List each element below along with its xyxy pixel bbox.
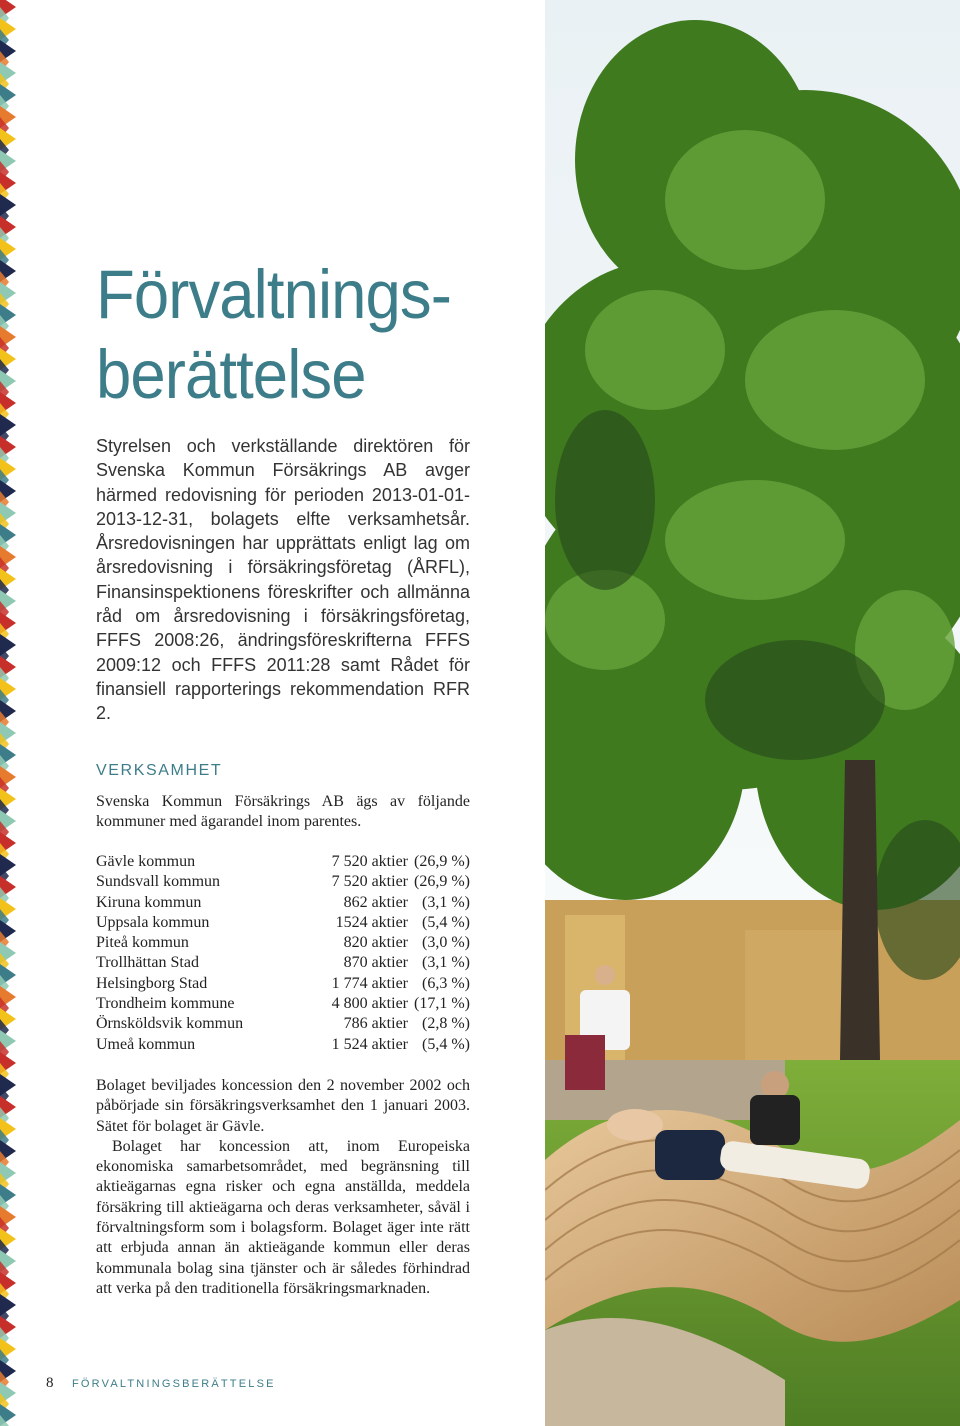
owner-shares: 870 aktier	[343, 954, 408, 972]
owner-name: Uppsala kommun	[96, 913, 210, 931]
owner-shares: 4 800 aktier	[331, 995, 408, 1013]
intro-paragraph: Styrelsen och verkställande direktören för Svenska Kommun Försäkrings AB avger härmed redovisning för perioden 2013-01-01-2013-12-31, bolagets elfte verksamhetsår. Årsredovisningen har upprättats enligt lag om årsredovisning i försäkringsföretag (ÅRFL), Finansinspektionens föreskrifter och allmänna råd om årsredovisning i försäkringsföretag, FFFS 2008:26, ändringsföreskrifterna FFFS 2009:12 och FFFS 2011:28 samt Rådet för finansiell rapporterings rekommendation RFR 2.	[96, 436, 470, 724]
owner-percent: (26,9 %)	[414, 873, 470, 891]
owner-name: Gävle kommun	[96, 853, 196, 870]
title-line-1: Förvaltnings-	[96, 256, 451, 333]
owner-percent: (5,4 %)	[422, 913, 470, 931]
owner-name: Piteå kommun	[96, 934, 189, 952]
owner-row	[96, 852, 470, 872]
owner-row	[96, 953, 470, 973]
page-footer	[46, 1375, 276, 1392]
owner-percent: (3,0 %)	[422, 934, 470, 952]
decorative-triangle-border	[0, 0, 18, 1426]
owner-percent: (6,3 %)	[422, 974, 470, 992]
owner-shares: 862 aktier	[343, 893, 408, 911]
owner-name: Umeå kommun	[96, 1035, 196, 1053]
owner-name: Örnsköldsvik kommun	[96, 1015, 244, 1033]
owner-row	[96, 1035, 470, 1055]
owner-name: Trondheim kommune	[96, 995, 235, 1013]
page-number: 8	[46, 1375, 54, 1391]
owner-shares: 820 aktier	[343, 934, 408, 952]
owner-name: Helsingborg Stad	[96, 974, 208, 992]
owner-shares: 1524 aktier	[335, 913, 408, 931]
owner-percent: (5,4 %)	[422, 1035, 470, 1053]
owner-percent: (3,1 %)	[422, 893, 470, 911]
owner-shares: 7 520 aktier	[331, 853, 408, 870]
body-text	[96, 1076, 470, 1299]
owner-row	[96, 872, 470, 892]
title-line-2: berättelse	[96, 336, 366, 413]
concession-paragraph: Bolaget beviljades koncession den 2 november 2002 och påbörjade sin försäkringsverksamhet den 1 januari 2003. Sätet för bolaget är Gävle.	[96, 1077, 470, 1135]
owner-row	[96, 933, 470, 953]
owner-percent: (2,8 %)	[422, 1015, 470, 1033]
owner-percent: (3,1 %)	[422, 954, 470, 972]
section-heading: VERKSAMHET	[96, 762, 223, 779]
owner-name: Trollhättan Stad	[96, 954, 199, 972]
owner-row	[96, 974, 470, 994]
owners-table	[96, 852, 470, 1055]
owner-row	[96, 913, 470, 933]
owner-shares: 1 774 aktier	[331, 974, 408, 992]
owner-row	[96, 994, 470, 1014]
owner-name: Sundsvall kommun	[96, 873, 221, 891]
license-paragraph: Bolaget har koncession att, inom Europeiska ekonomiska samarbetsområdet, med begränsning till aktieägarnas egna risker och egna anställda, meddela försäkring till aktieägarna och deras verksamheter, såväl i förvaltningsform som i bolagsform. Bolaget äger inte rätt att erbjuda annan än aktieägande kommun eller deras kommunala bolag sina tjänster och är således förhindrad att verka på den traditionella försäkringsmarknaden.	[96, 1137, 470, 1297]
owner-row	[96, 893, 470, 913]
owner-shares: 1 524 aktier	[331, 1035, 408, 1053]
owner-shares: 786 aktier	[343, 1015, 408, 1033]
running-head: FÖRVALTNINGSBERÄTTELSE	[72, 1378, 276, 1390]
owners-intro: Svenska Kommun Försäkrings AB ägs av följande kommuner med ägarandel inom parentes.	[96, 793, 470, 831]
owner-shares: 7 520 aktier	[331, 873, 408, 891]
owner-row	[96, 1014, 470, 1034]
owner-name: Kiruna kommun	[96, 893, 202, 911]
page-title	[96, 255, 451, 415]
owner-percent: (17,1 %)	[414, 995, 470, 1013]
park-photo	[545, 0, 960, 1426]
owner-percent: (26,9 %)	[414, 853, 470, 870]
